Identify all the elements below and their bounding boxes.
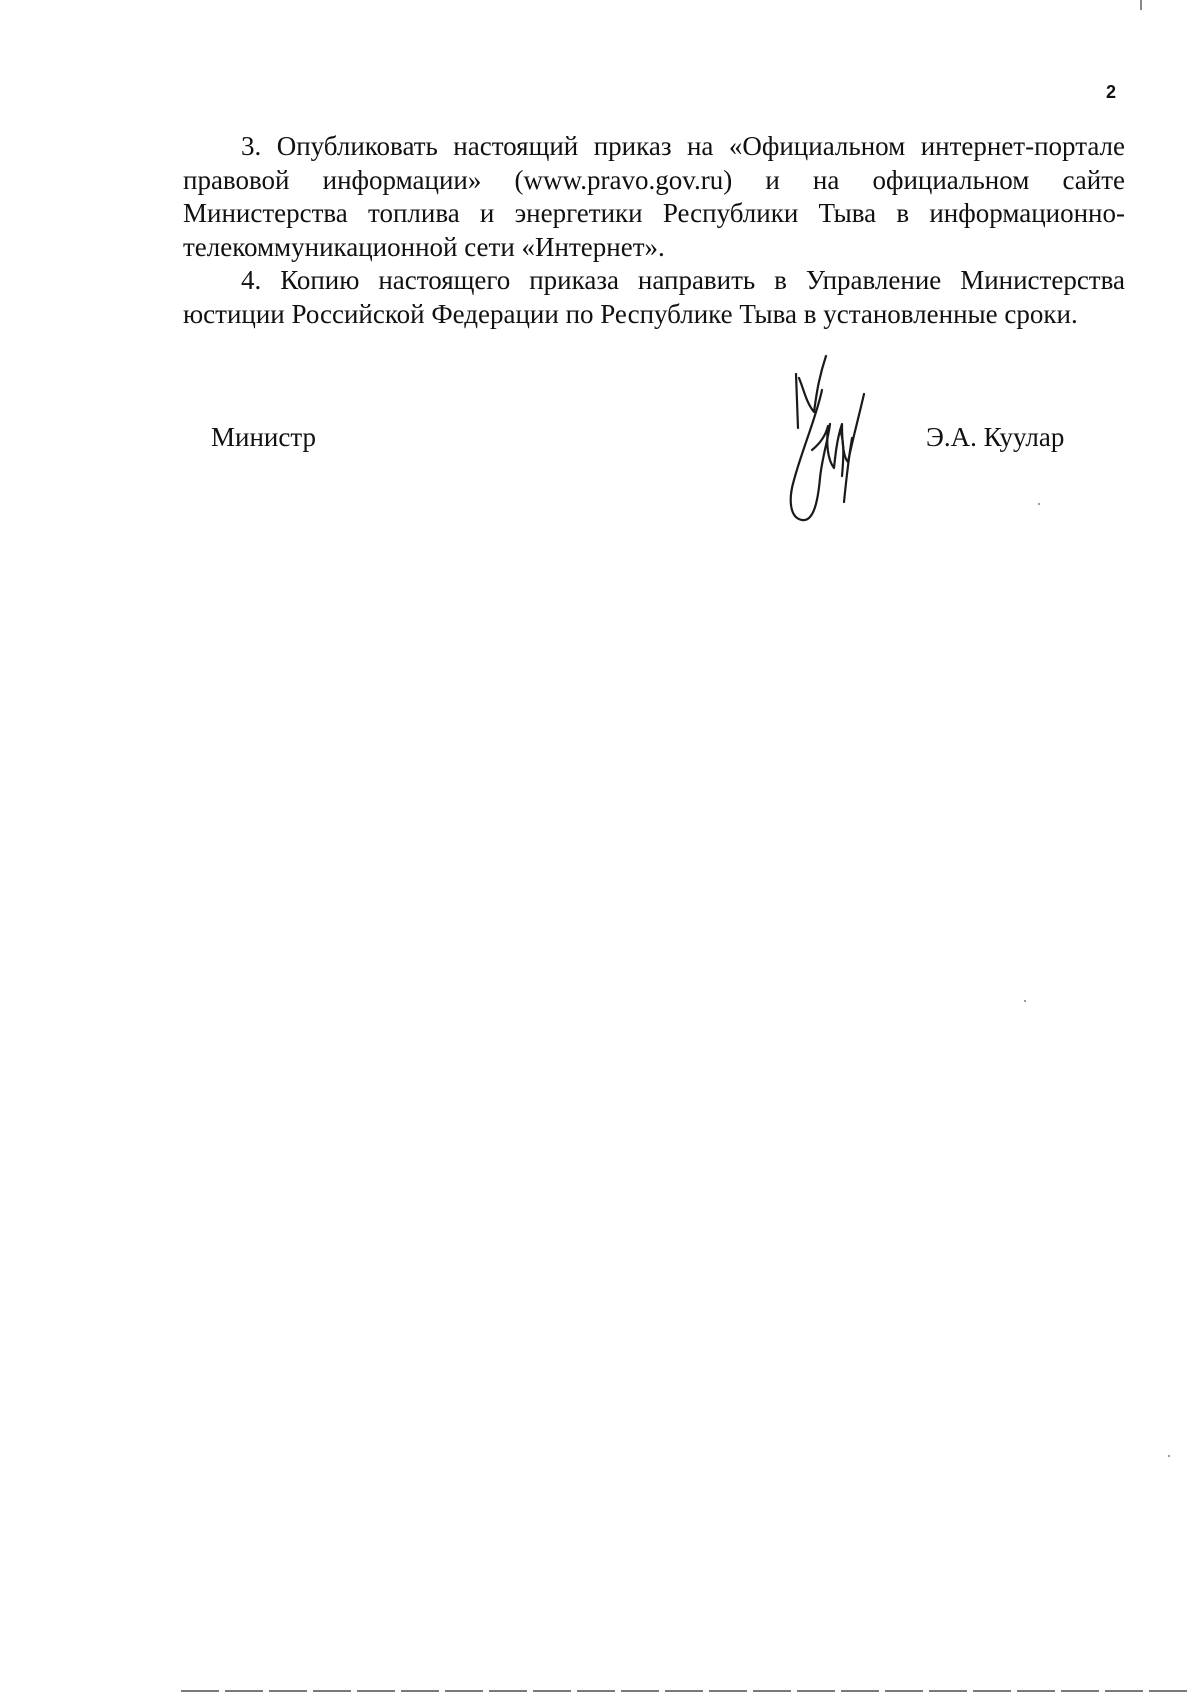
scan-speck: [1038, 503, 1040, 505]
scan-edge-mark: [1140, 0, 1142, 10]
scan-speck: [1168, 1455, 1170, 1457]
page-number: 2: [1106, 82, 1117, 102]
handwritten-signature: [782, 350, 872, 530]
paragraph-3: 3. Опубликовать настоящий приказ на «Официальном интернет-портале правовой информации» (www.pravo.gov.ru) и на официальном сайте Министерства топлива и энергетики Республики Тыва в информационно-телекоммуникационной сети «Интернет».: [183, 131, 1125, 262]
scan-speck: [1024, 1000, 1026, 1002]
document-body: [183, 130, 1125, 331]
scan-bottom-edge: [181, 1690, 1191, 1692]
signer-position: Министр: [211, 422, 316, 452]
paragraph-4: 4. Копию настоящего приказа направить в Управление Министерства юстиции Российской Федерации по Республике Тыва в установленные сроки.: [183, 265, 1125, 329]
signer-name: Э.А. Куулар: [926, 422, 1065, 452]
